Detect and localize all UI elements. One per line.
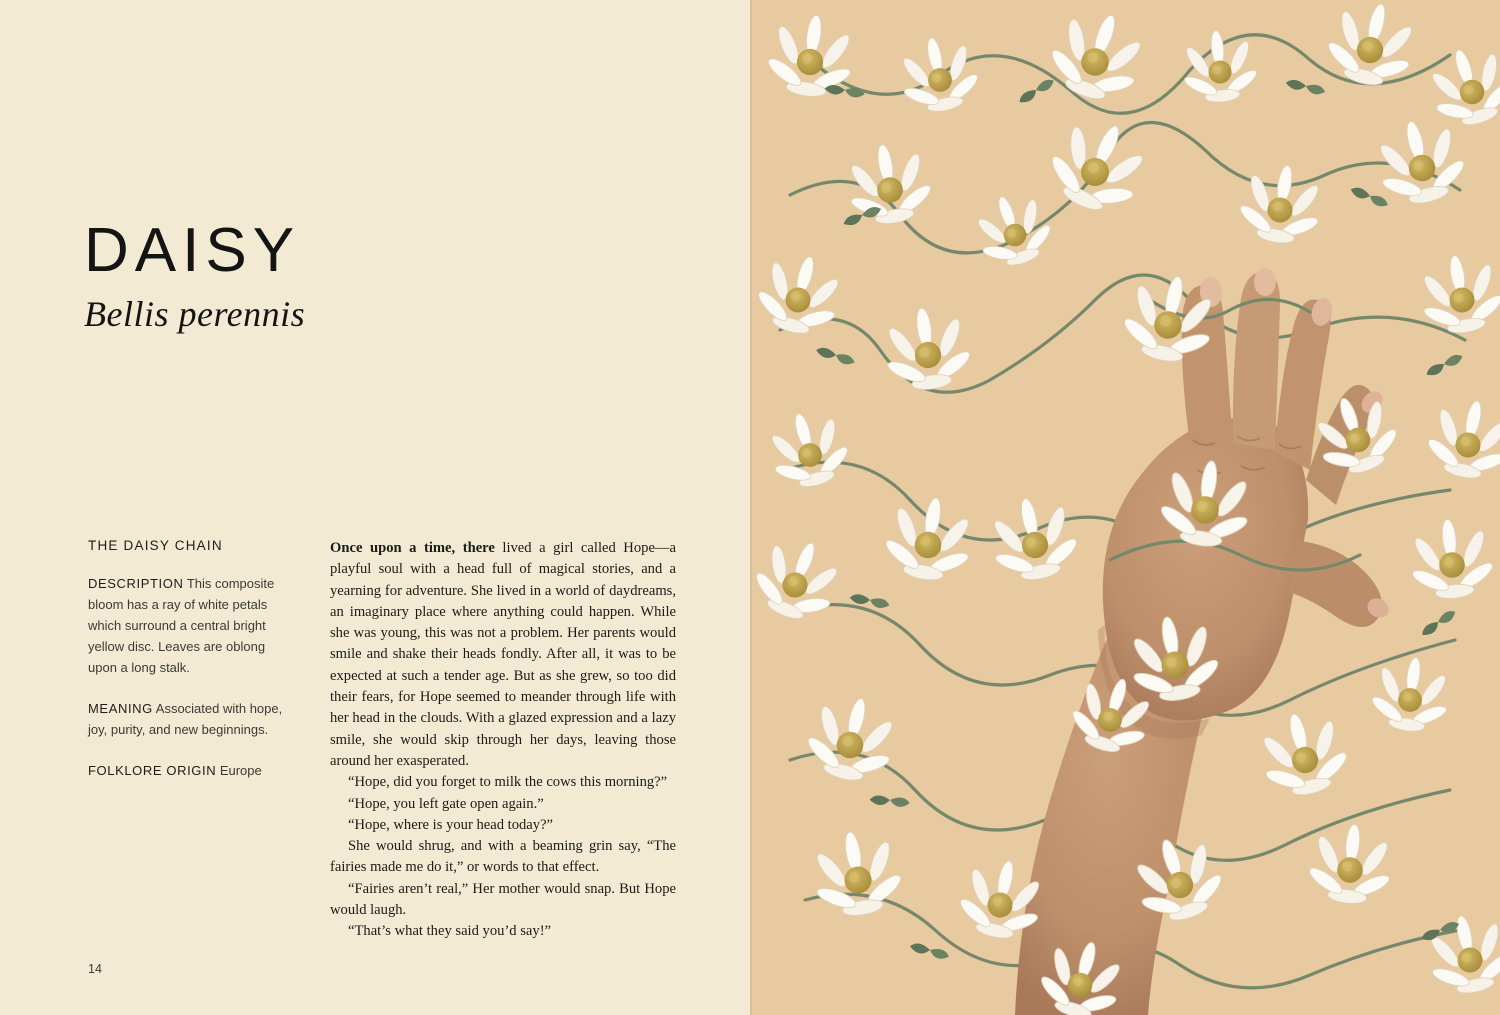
story-paragraph: “Hope, you left gate open again.” (348, 795, 544, 812)
story-paragraph-text: lived a girl called Hope—a playful soul with a head full of magical stories, and a yearning for adventure. She lived in a world of daydreams, an imaginary place where anything could happen. While she was young, this was not a problem. Her parents would smile and shake their heads fondly. After all, it was to be expected at such a tender age. But as she grew, so too did their fears, for Hope seemed to meander through life with her head in the clouds. With a glazed expression and a lazy smile, she would skip through her days, leaving those around her exasperated. (330, 540, 676, 769)
page-number: 14 (88, 962, 102, 976)
latin-name: Bellis perennis (84, 294, 306, 335)
sidebar-entry-label: MEANING (88, 701, 153, 717)
story-paragraph: “Hope, did you forget to milk the cows this morning?” (348, 774, 668, 791)
title-block (84, 218, 644, 335)
hand-with-daisy-chain-illustration (750, 0, 1500, 1015)
story-lead-in: Once upon a time, there (330, 540, 495, 556)
story-paragraph (330, 538, 676, 772)
page-gutter (750, 0, 752, 1015)
sidebar-heading: THE DAISY CHAIN (88, 538, 223, 553)
sidebar-entry-label: DESCRIPTION (88, 576, 184, 591)
sidebar-entry-meaning (88, 698, 296, 740)
story-paragraph: “Fairies aren’t real,” Her mother would snap. But Hope would laugh. (330, 880, 676, 919)
story-paragraph: “That’s what they said you’d say!” (348, 923, 552, 940)
content-columns (88, 538, 676, 943)
sidebar-entry-label: FOLKLORE ORIGIN (88, 763, 217, 779)
sidebar-column (88, 538, 296, 943)
right-page (750, 0, 1500, 1015)
story-paragraph: “Hope, where is your head today?” (348, 816, 554, 833)
sidebar-entry-text: This composite bloom has a ray of white petals which surround a central bright yellow disc. Leaves are oblong upon a long stalk. (88, 576, 275, 676)
sidebar-entry-folklore-origin (88, 760, 296, 781)
sidebar-entry-text: Europe (216, 763, 262, 779)
sidebar-entry-text: Associated with hope, joy, purity, and new beginnings. (88, 701, 283, 738)
story-paragraph: She would shrug, and with a beaming grin say, “The fairies made me do it,” or words to that effect. (330, 838, 676, 876)
sidebar-entry-description (88, 573, 296, 678)
page-title: DAISY (84, 216, 301, 285)
story-column (330, 538, 676, 943)
